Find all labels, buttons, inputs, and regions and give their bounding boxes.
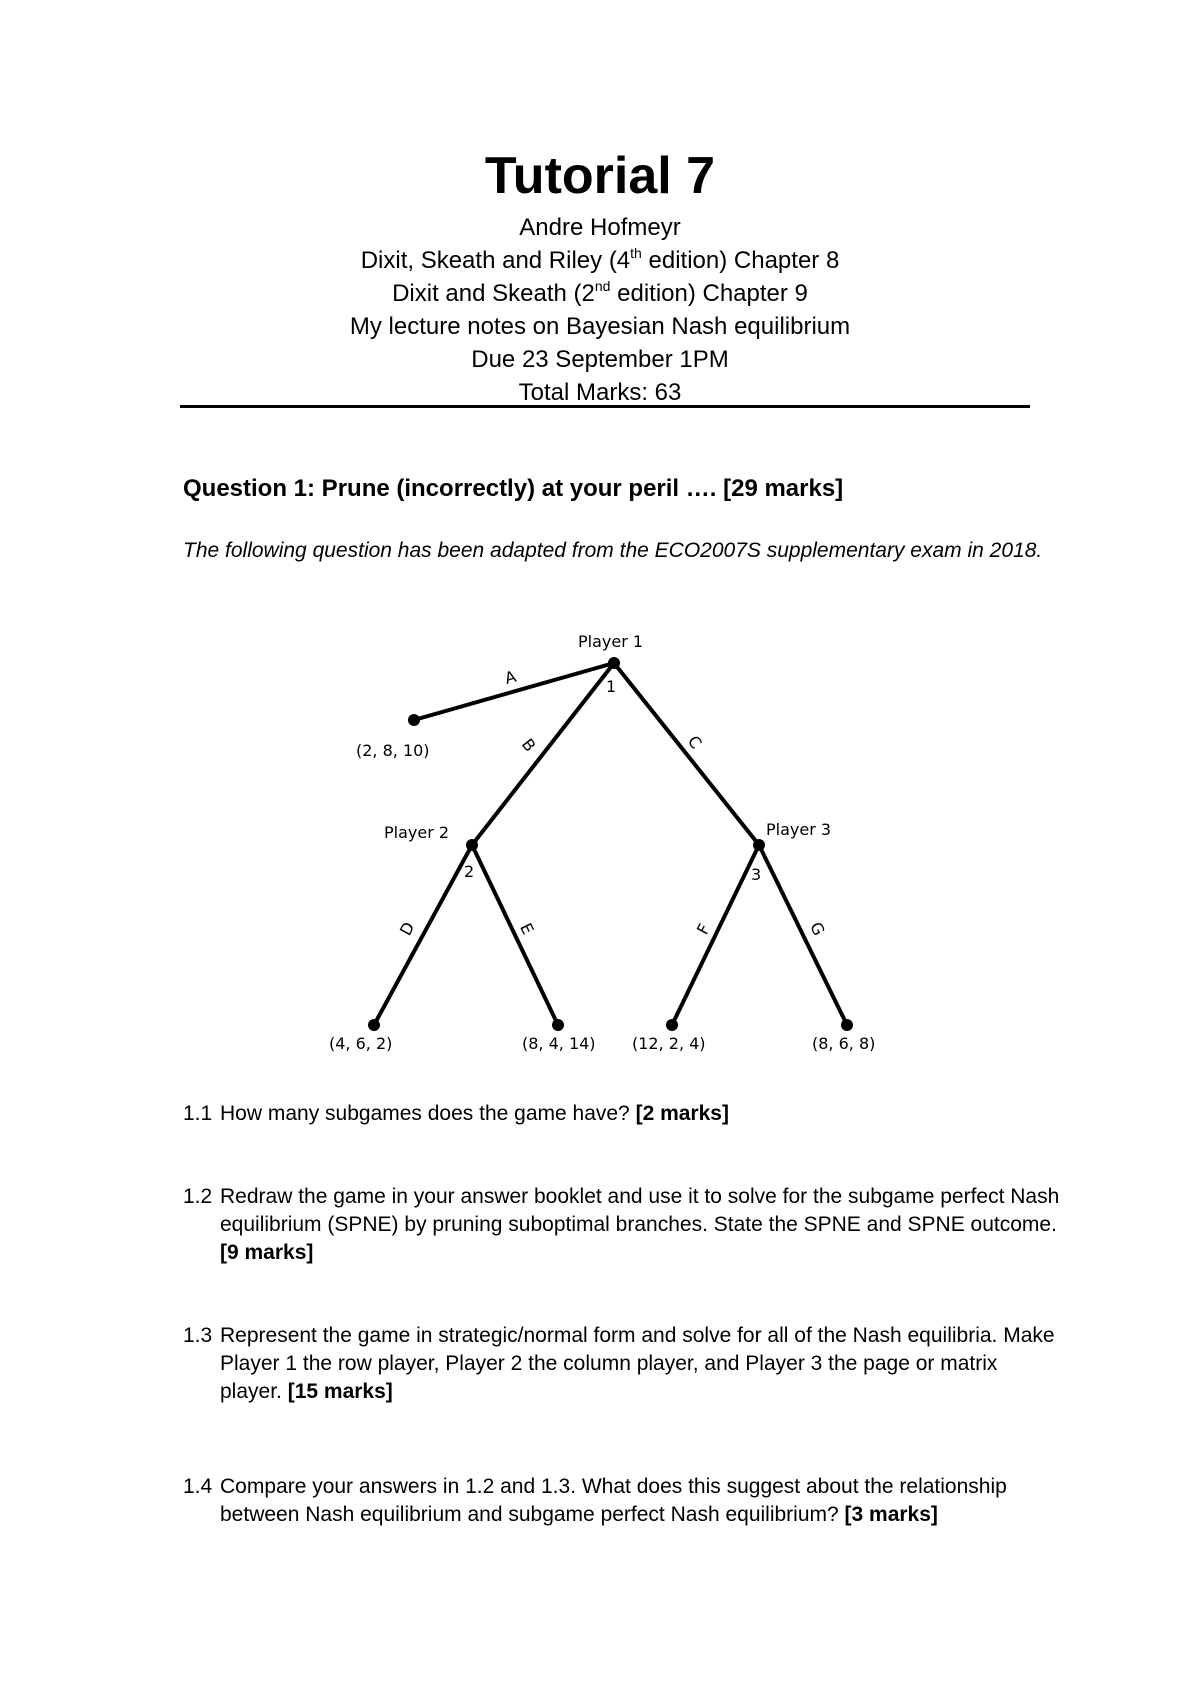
reference-ds-tail: edition) Chapter 9 (610, 280, 808, 307)
terminal-node-a (408, 714, 420, 726)
action-b-label: B (517, 734, 540, 756)
terminal-node-g (841, 1019, 853, 1031)
player-1-label: Player 1 (578, 632, 644, 651)
decision-node-1 (608, 657, 620, 669)
question-heading: Question 1: Prune (incorrectly) at your peril …. [29 marks] (183, 475, 844, 502)
payoff-g: (8, 6, 8) (812, 1034, 876, 1053)
reference-dsr-tail: edition) Chapter 8 (641, 247, 840, 274)
node-2-id: 2 (464, 862, 475, 881)
action-a-label: A (502, 666, 519, 689)
branch-c (614, 663, 759, 845)
node-1-id: 1 (606, 677, 617, 696)
action-g-label: G (806, 919, 829, 939)
subquestion-marks: [3 marks] (844, 1503, 938, 1526)
subquestion-body: Represent the game in strategic/normal form and solve for all of the Nash equilibria. Make Player 1 the row player, Player 2 the column player, and Player 3 the page or matrix player. (220, 1324, 1055, 1403)
player-2-label: Player 2 (384, 823, 450, 842)
subquestion-marks: [2 marks] (635, 1102, 729, 1125)
subquestion-text (220, 1183, 1060, 1267)
subquestion-text (220, 1100, 1060, 1128)
subquestion-body: How many subgames does the game have? (220, 1102, 636, 1125)
action-f-label: F (692, 920, 714, 938)
payoff-d: (4, 6, 2) (329, 1034, 393, 1053)
reference-dsr-sup: th (630, 245, 642, 261)
subquestion-text (220, 1322, 1060, 1406)
total-marks: Total Marks: 63 (518, 379, 682, 406)
subquestion-marks: [15 marks] (287, 1380, 393, 1403)
action-d-label: D (395, 918, 419, 939)
subquestion-number: 1.1 (183, 1102, 213, 1125)
reference-dsr (0, 245, 1200, 274)
subquestion-number: 1.4 (183, 1475, 213, 1498)
payoff-e: (8, 4, 14) (522, 1034, 596, 1053)
subquestion-text (220, 1473, 1060, 1529)
branch-e (472, 845, 558, 1025)
due-date: Due 23 September 1PM (471, 346, 729, 373)
action-e-label: E (516, 920, 538, 938)
subquestion-body: Redraw the game in your answer booklet and use it to solve for the subgame perfect Nash equilibrium (SPNE) by pruning suboptimal branches. State the SPNE and SPNE outcome. (220, 1185, 1060, 1236)
reference-dsr-text: Dixit, Skeath and Riley (4 (360, 247, 631, 274)
branch-b (472, 663, 617, 845)
question-intro: The following question has been adapted from the ECO2007S supplementary exam in 2018. (183, 539, 1043, 562)
game-tree (0, 610, 1200, 1070)
lecture-notes: My lecture notes on Bayesian Nash equilibrium (349, 313, 851, 340)
subquestion-number: 1.2 (183, 1185, 213, 1208)
decision-node-3 (753, 839, 765, 851)
node-3-id: 3 (751, 865, 762, 884)
terminal-node-e (552, 1019, 564, 1031)
terminal-node-f (666, 1019, 678, 1031)
reference-ds-text: Dixit and Skeath (2 (392, 280, 595, 307)
player-3-label: Player 3 (766, 820, 832, 839)
subquestion-number: 1.3 (183, 1324, 213, 1347)
payoff-a: (2, 8, 10) (356, 741, 430, 760)
decision-node-2 (466, 839, 478, 851)
terminal-node-d (368, 1019, 380, 1031)
action-c-label: C (683, 731, 706, 753)
reference-ds-sup: nd (594, 278, 611, 294)
branch-g (759, 845, 847, 1025)
subquestion-body: Compare your answers in 1.2 and 1.3. What does this suggest about the relationship between Nash equilibrium and subgame perfect Nash equilibrium? (220, 1475, 1007, 1526)
header-divider (180, 405, 1030, 408)
branch-d (374, 845, 475, 1025)
payoff-f: (12, 2, 4) (632, 1034, 706, 1053)
branch-f (672, 845, 762, 1025)
page-title: Tutorial 7 (484, 147, 716, 205)
subquestion-marks: [9 marks] (220, 1241, 314, 1264)
reference-ds (0, 278, 1200, 307)
author: Andre Hofmeyr (519, 214, 681, 241)
